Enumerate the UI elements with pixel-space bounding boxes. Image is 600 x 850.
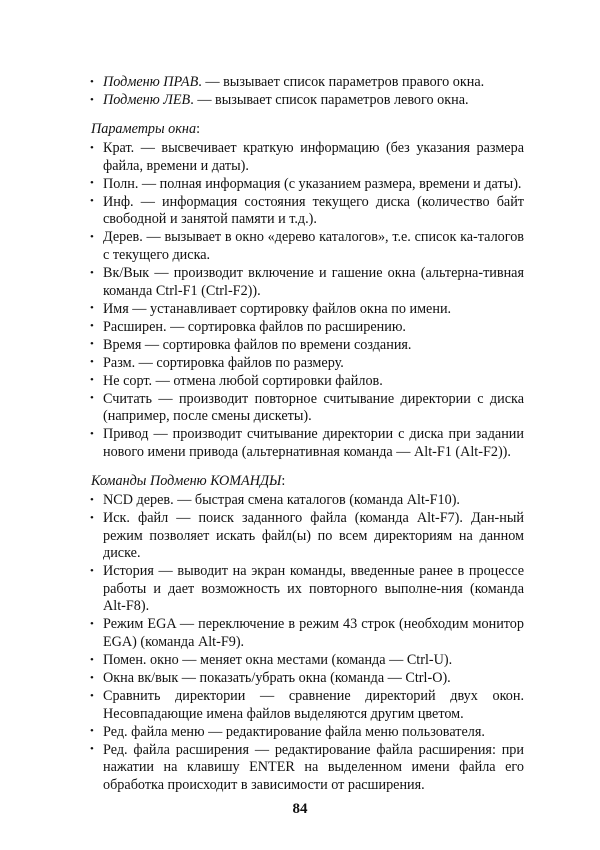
list-item — [88, 373, 524, 391]
list-item-text: NCD дерев. — быстрая смена каталогов (команда Alt-F10). — [103, 492, 460, 509]
list-item-text: Имя — устанавливает сортировку файлов окна по имени. — [103, 300, 452, 317]
list-item-text: Инф. — информация состояния текущего диска (количество байт свободной и занятой памяти и т.д.). — [103, 193, 524, 228]
list-item-text: Сравнить директории — сравнение директорий двух окон. Несовпадающие имена файлов выделяются другим цветом. — [103, 688, 524, 722]
list-item — [88, 92, 524, 110]
subheading-text: Параметры окна — [91, 120, 197, 137]
list-item — [88, 337, 524, 355]
subheading-text: Команды Подменю КОМАНДЫ — [91, 472, 282, 489]
list-item-text: Полн. — полная информация (с указанием размера, времени и даты). — [103, 175, 522, 192]
list-item — [88, 265, 524, 300]
page-number: 84 — [292, 801, 308, 817]
text-column — [88, 74, 524, 795]
list-item — [88, 355, 524, 373]
term-emphasis: Подменю ЛЕВ — [103, 92, 191, 109]
list-item-text: Режим EGA — переключение в режим 43 строк (необходим монитор EGA) (команда Alt-F9). — [103, 616, 524, 650]
term-emphasis: Подменю ПРАВ — [103, 74, 199, 90]
list-item-text: Разм. — сортировка файлов по размеру. — [103, 354, 344, 371]
list-item — [88, 176, 524, 194]
list-item — [88, 510, 524, 563]
subheading-commands-submenu — [88, 473, 524, 491]
list-item — [88, 74, 524, 92]
list-item-text: Крат. — высвечивает краткую информацию (без указания размера файла, времени и даты). — [103, 140, 524, 174]
list-item-text: Вк/Вык — производит включение и гашение окна (альтерна-тивная команда Ctrl-F1 (Ctrl-F2)). — [103, 265, 524, 299]
list-item — [88, 688, 524, 723]
list-item — [88, 301, 524, 319]
list-item — [88, 563, 524, 616]
list-item — [88, 140, 524, 175]
list-item — [88, 229, 524, 264]
list-item-text: Расширен. — сортировка файлов по расширению. — [103, 318, 406, 335]
list-item-text: Ред. файла меню — редактирование файла меню пользователя. — [103, 723, 485, 740]
list-window-parameters — [88, 140, 524, 461]
subheading-colon: : — [196, 120, 201, 137]
list-item-text: Помен. окно — меняет окна местами (команда — Ctrl-U). — [103, 652, 453, 669]
list-item — [88, 616, 524, 651]
subheading-window-parameters — [88, 121, 524, 139]
list-item — [88, 742, 524, 795]
list-item-text: Дерев. — вызывает в окно «дерево каталогов», т.е. список ка-талогов с текущего диска. — [103, 229, 524, 263]
list-item — [88, 391, 524, 426]
list-item-text: . — вызывает список параметров правого окна. — [198, 74, 485, 90]
list-item-text: История — выводит на экран команды, введенные ранее в процессе работы и дает возможность их повторного выполне-ния (команда Alt-F8). — [103, 563, 524, 615]
list-item-text: Не сорт. — отмена любой сортировки файлов. — [103, 372, 383, 389]
list-item-text: . — вызывает список параметров левого окна. — [190, 92, 469, 109]
list-item — [88, 319, 524, 337]
list-item — [88, 652, 524, 670]
list-item-text: Окна вк/вык — показать/убрать окна (команда — Ctrl-O). — [103, 670, 451, 687]
list-item — [88, 670, 524, 688]
subheading-colon: : — [281, 472, 286, 489]
list-item — [88, 194, 524, 229]
list-commands-submenu — [88, 492, 524, 794]
list-item-text: Иск. файл — поиск заданного файла (команда Alt-F7). Дан-ный режим позволяет искать файл(ы) по всем директориям на данном диске. — [103, 510, 524, 562]
list-item — [88, 492, 524, 510]
list-item-text: Ред. файла расширения — редактирование файла расширения: при нажатии на клавишу ENTER на выделенном имени файла его обработка происходит в зависимости от расширения. — [103, 741, 524, 793]
list-item — [88, 426, 524, 461]
list-intro-submenus — [88, 74, 524, 110]
list-item-text: Время — сортировка файлов по времени создания. — [103, 336, 412, 353]
list-item — [88, 724, 524, 742]
list-item-text: Привод — производит считывание директории с диска при задании нового имени привода (альтернативная команда — Alt-F1 (Alt-F2)). — [103, 426, 524, 460]
list-item-text: Считать — производит повторное считывание директории с диска (например, после смены дискеты). — [103, 390, 524, 425]
